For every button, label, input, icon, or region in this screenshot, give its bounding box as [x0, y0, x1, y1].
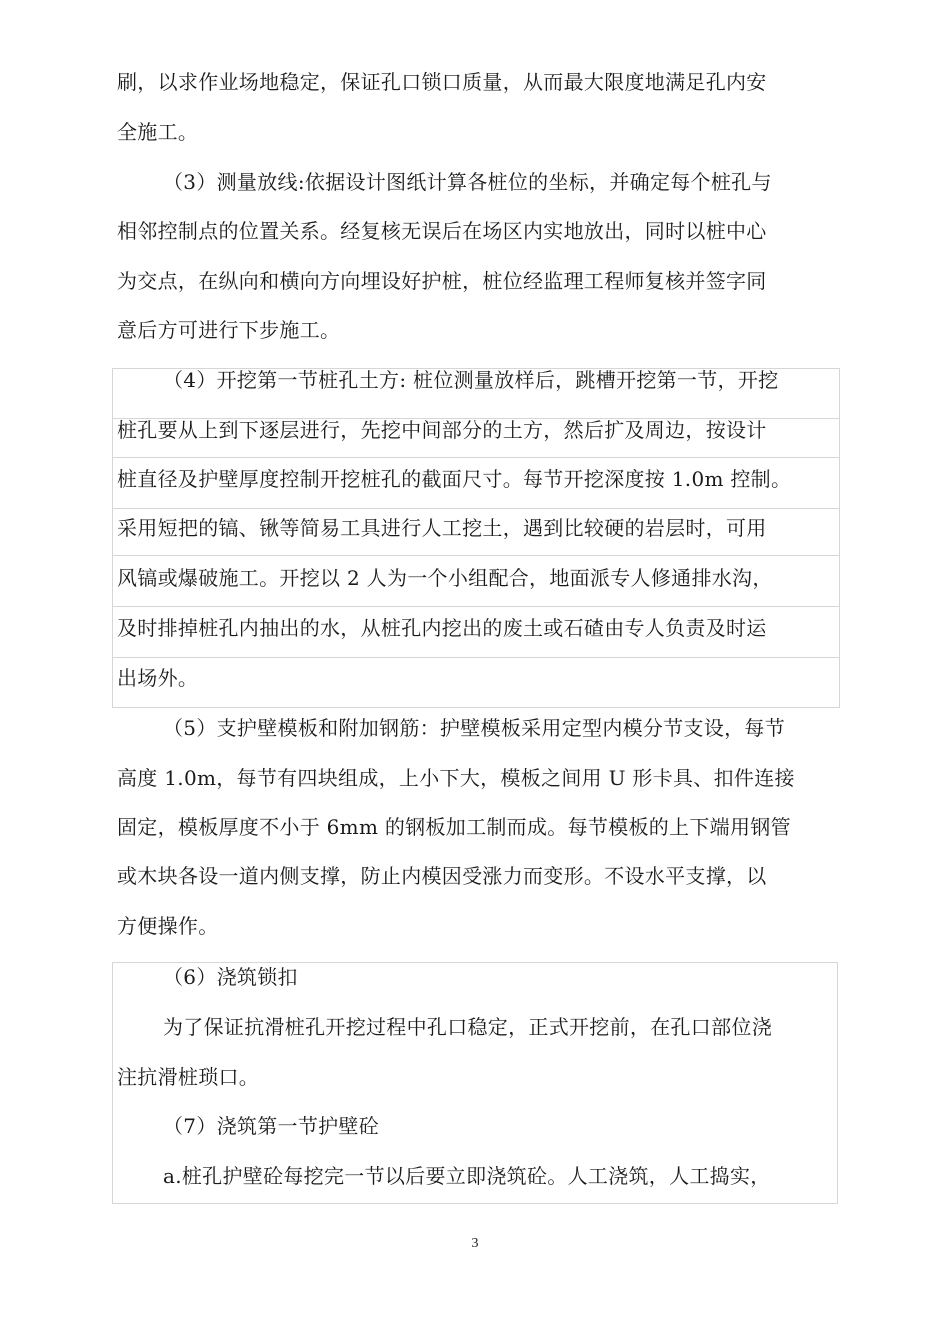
paragraph-line: （3）测量放线:依据设计图纸计算各桩位的坐标，并确定每个桩孔与 [163, 170, 772, 194]
paragraph-line: 高度 1.0m，每节有四块组成，上小下大，模板之间用 U 形卡具、扣件连接 [117, 766, 795, 790]
paragraph-line: 方便操作。 [117, 914, 219, 938]
paragraph-line: 风镐或爆破施工。开挖以 2 人为一个小组配合，地面派专人修通排水沟， [117, 566, 773, 590]
paragraph-line: 为交点，在纵向和横向方向埋设好护桩，桩位经监理工程师复核并签字同 [117, 269, 767, 293]
paragraph-line: 桩孔要从上到下逐层进行，先挖中间部分的土方，然后扩及周边，按设计 [117, 418, 767, 442]
section-heading: （7）浇筑第一节护壁砼 [163, 1114, 380, 1138]
paragraph-line: 刷，以求作业场地稳定，保证孔口锁口质量，从而最大限度地满足孔内安 [117, 70, 767, 94]
paragraph-line: a.桩孔护壁砼每挖完一节以后要立即浇筑砼。人工浇筑，人工捣实， [163, 1164, 771, 1188]
page-number: 3 [471, 1236, 479, 1251]
paragraph-line: （4）开挖第一节桩孔土方: 桩位测量放样后，跳槽开挖第一节，开挖 [163, 368, 779, 392]
paragraph-line: 相邻控制点的位置关系。经复核无误后在场区内实地放出，同时以桩中心 [117, 219, 767, 243]
paragraph-line: 出场外。 [117, 666, 199, 690]
paragraph-line: 桩直径及护壁厚度控制开挖桩孔的截面尺寸。每节开挖深度按 1.0m 控制。 [117, 467, 792, 491]
paragraph-line: 固定，模板厚度不小于 6mm 的钢板加工制而成。每节模板的上下端用钢管 [117, 815, 791, 839]
paragraph-line: 采用短把的镐、锹等简易工具进行人工挖土，遇到比较硬的岩层时，可用 [117, 516, 767, 540]
paragraph-line: （5）支护壁模板和附加钢筋：护壁模板采用定型内模分节支设，每节 [163, 716, 786, 740]
section-heading: （6）浇筑锁扣 [163, 965, 298, 989]
paragraph-line: 为了保证抗滑桩孔开挖过程中孔口稳定，正式开挖前，在孔口部位浇 [163, 1015, 772, 1039]
paragraph-line: 注抗滑桩琐口。 [117, 1065, 260, 1089]
paragraph-line: 及时排掉桩孔内抽出的水，从桩孔内挖出的废土或石碴由专人负责及时运 [117, 616, 767, 640]
paragraph-line: 全施工。 [117, 120, 199, 144]
paragraph-line: 意后方可进行下步施工。 [117, 318, 341, 342]
paragraph-line: 或木块各设一道内侧支撑，防止内模因受涨力而变形。不设水平支撑，以 [117, 864, 767, 888]
